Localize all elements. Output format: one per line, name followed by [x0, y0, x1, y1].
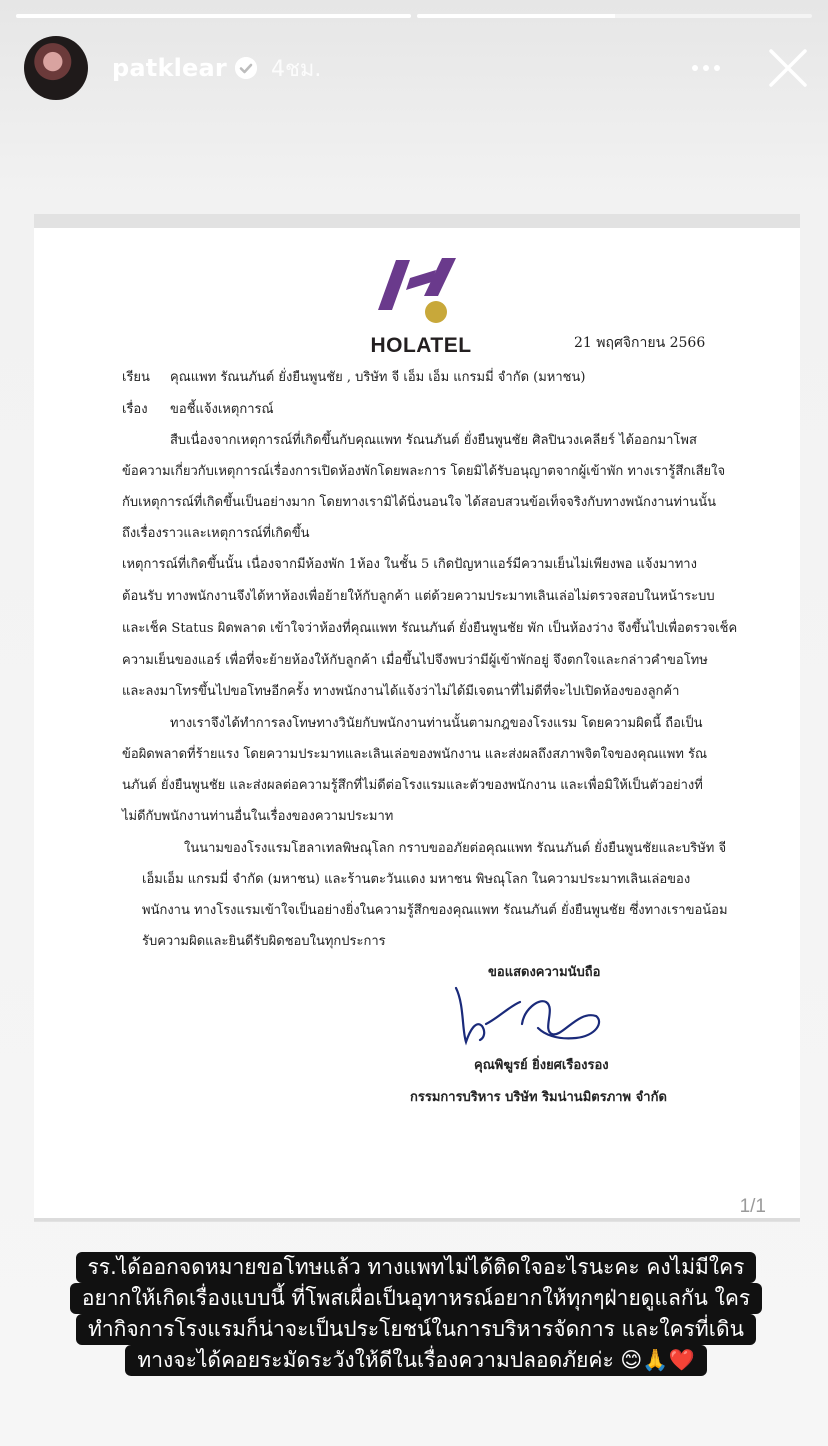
letter-date: 21 พฤศจิกายน 2566	[574, 335, 706, 351]
progress-segment	[417, 14, 812, 18]
post-time: 4ชม.	[270, 56, 322, 82]
subject-value: ขอชี้แจ้งเหตุการณ์	[170, 402, 274, 417]
avatar[interactable]	[24, 36, 88, 100]
close-icon[interactable]	[768, 48, 808, 88]
holatel-logo	[366, 248, 476, 357]
to-value: คุณแพท รัณนภันต์ ยั่งยืนพูนชัย , บริษัท จี เอ็ม เอ็ม แกรมมี่ จำกัด (มหาชน)	[170, 370, 586, 385]
letter-line: ในนามของโรงแรมโฮลาเทลพิษณุโลก กราบขออภัยต่อคุณแพท รัณนภันต์ ยั่งยืนพูนชัยและบริษัท จี	[184, 841, 727, 856]
letter-line: ข้อผิดพลาดที่ร้ายแรง โดยความประมาทและเลินเล่อของพนักงาน และส่งผลถึงสภาพจิตใจของคุณแพท รัณ	[122, 747, 708, 762]
letter-line: สืบเนื่องจากเหตุการณ์ที่เกิดขึ้นกับคุณแพท รัณนภันต์ ยั่งยืนพูนชัย ศิลปินวงเคลียร์ ได้ออกมาโพส	[170, 433, 697, 448]
story-header	[24, 36, 808, 100]
apology-letter	[34, 228, 800, 1220]
signer-name: คุณพิฆูรย์ ยิ่งยศเรืองรอง	[474, 1058, 609, 1073]
letter-line: ไม่ดีกับพนักงานท่านอื่นในเรื่องของความประมาท	[122, 809, 394, 824]
logo-text: HOLATEL	[370, 334, 472, 357]
caption-line: รร.ได้ออกจดหมายขอโทษแล้ว ทางแพทไม่ได้ติดใจอะไรนะคะ คงไม่มีใคร	[76, 1252, 757, 1283]
subject-label: เรื่อง	[122, 402, 148, 417]
signer-title: กรรมการบริหาร บริษัท ริมน่านมิตรภาพ จำกัด	[410, 1090, 667, 1105]
letter-line: และลงมาโทรขึ้นไปขอโทษอีกครั้ง ทางพนักงานได้แจ้งว่าไม่ได้มีเจตนาที่ไม่ดีที่จะไปเปิดห้องของลูกค้า	[122, 684, 680, 699]
story-progress	[16, 14, 812, 19]
letter-line: เหตุการณ์ที่เกิดขึ้นนั้น เนื่องจากมีห้องพัก 1ห้อง ในชั้น 5 เกิดปัญหาแอร์มีความเย็นไม่เพียงพอ แจ้งมาทาง	[122, 557, 697, 572]
letter-line: ต้อนรับ ทางพนักงานจึงได้หาห้องเพื่อย้ายให้กับลูกค้า แต่ด้วยความประมาทเลินเล่อไม่ตรวจสอบในหน้าระบบ	[122, 589, 715, 604]
story-caption	[46, 1252, 786, 1376]
letter-line: กับเหตุการณ์ที่เกิดขึ้นเป็นอย่างมาก โดยทางเรามิได้นิ่งนอนใจ ได้สอบสวนข้อเท็จจริงกับทางพนักงานท่านนั้น	[122, 495, 716, 510]
letter-line: ข้อความเกี่ยวกับเหตุการณ์เรื่องการเปิดห้องพักโดยพละการ โดยมิได้รับอนุญาตจากผู้เข้าพัก ทางเรารู้สึกเสียใจ	[122, 464, 726, 479]
caption-line: ทางจะได้คอยระมัดระวังให้ดีในเรื่องความปลอดภัยค่ะ 😊🙏❤️	[125, 1345, 706, 1376]
letter-line: ความเย็นของแอร์ เพื่อที่จะย้ายห้องให้กับลูกค้า เมื่อขึ้นไปจึงพบว่ามีผู้เข้าพักอยู่ จึงตกใจและกล่าวคำขอโทษ	[122, 653, 708, 668]
to-label: เรียน	[122, 370, 150, 385]
signature-image	[446, 980, 606, 1054]
letter-line: เอ็มเอ็ม แกรมมี่ จำกัด (มหาชน) และร้านตะวันแดง มหาชน พิษณุโลก ในความประมาทเลินเล่อของ	[142, 872, 691, 887]
letter-line: พนักงาน ทางโรงแรมเข้าใจเป็นอย่างยิ่งในความรู้สึกของคุณแพท รัณนภันต์ ยั่งยืนพูนชัย ซึ่งทางเราขอน้อม	[142, 903, 728, 918]
verified-badge-icon	[235, 57, 257, 79]
caption-line: ทำกิจการโรงแรมก็น่าจะเป็นประโยชน์ในการบริหารจัดการ และใครที่เดิน	[76, 1314, 756, 1345]
letter-line: และเช็ค Status ผิดพลาด เข้าใจว่าห้องที่คุณแพท รัณนภันต์ ยั่งยืนพูนชัย พัก เป็นห้องว่าง จึงขึ้นไปเพื่อตรวจเช็ค	[122, 621, 738, 636]
letter-line: นภันต์ ยั่งยืนพูนชัย และส่งผลต่อความรู้สึกที่ไม่ดีต่อโรงแรมและตัวของพนักงาน และเพื่อมิให้เป็นตัวอย่างที่	[122, 778, 703, 793]
document-edge	[34, 1218, 800, 1221]
page-indicator: 1/1	[739, 1196, 766, 1217]
letter-line: ทางเราจึงได้ทำการลงโทษทางวินัยกับพนักงานท่านนั้นตามกฎของโรงแรม โดยความผิดนี้ ถือเป็น	[170, 716, 703, 731]
letter-line: ถึงเรื่องราวและเหตุการณ์ที่เกิดขึ้น	[122, 526, 310, 541]
closing-text: ขอแสดงความนับถือ	[488, 965, 601, 980]
more-dots-icon[interactable]	[692, 65, 720, 71]
progress-segment	[16, 14, 411, 18]
username[interactable]: patklear	[112, 54, 227, 82]
caption-line: อยากให้เกิดเรื่องแบบนี้ ที่โพสเผื่อเป็นอุทาหรณ์อยากให้ทุกๆฝ่ายดูแลกัน ใคร	[70, 1283, 762, 1314]
letter-line: รับความผิดและยินดีรับผิดชอบในทุกประการ	[142, 934, 386, 949]
